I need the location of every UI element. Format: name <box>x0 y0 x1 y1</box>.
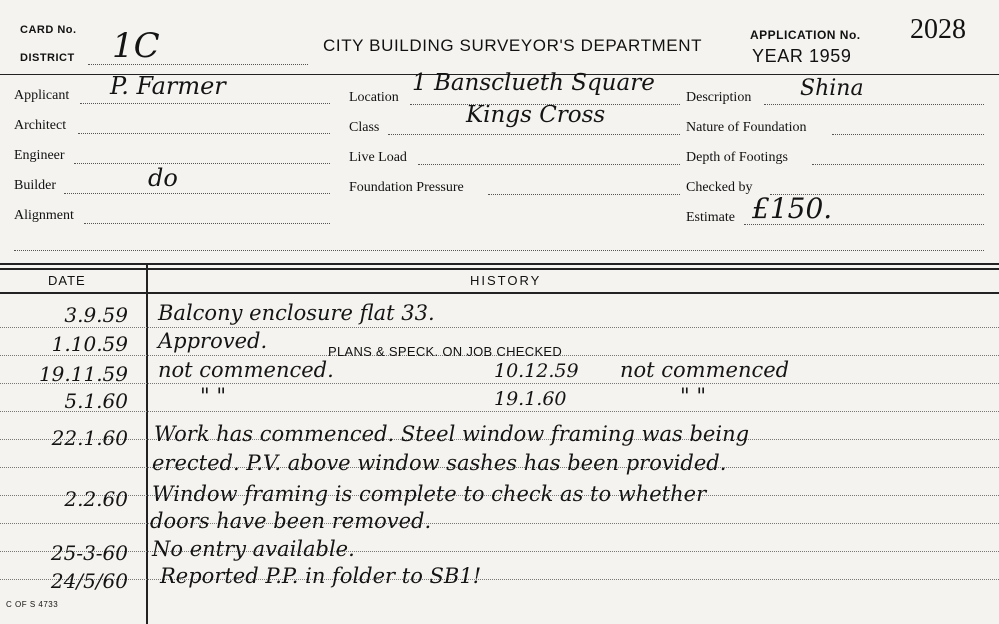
foundation-pressure-line <box>488 194 680 195</box>
alignment-line <box>84 223 330 224</box>
district-value: 1C <box>112 26 160 66</box>
checked-stamp: PLANS & SPECK. ON JOB CHECKED <box>328 344 563 359</box>
class-line <box>388 134 680 135</box>
location-label: Location <box>349 90 399 105</box>
year-label: YEAR 1959 <box>752 46 852 66</box>
date-column-rule <box>146 264 148 624</box>
architect-label: Architect <box>14 118 67 133</box>
history-entry: Reported P.P. in folder to SB1! <box>160 564 482 588</box>
class-label: Class <box>349 120 380 135</box>
history-top-rule-2 <box>0 268 999 270</box>
live-load-label: Live Load <box>349 150 407 165</box>
applicant-line <box>80 103 330 104</box>
department-title: CITY BUILDING SURVEYOR'S DEPARTMENT <box>323 36 703 55</box>
card-no-label: CARD No. <box>20 24 77 36</box>
history-ruling <box>0 327 999 328</box>
history-date: 25-3-60 <box>50 541 128 565</box>
history-date: 3.9.59 <box>64 303 128 327</box>
history-date: 1.10.59 <box>51 332 128 356</box>
history-date: 2.2.60 <box>64 487 128 511</box>
history-entry-secondary: " " <box>680 384 706 408</box>
application-no-label: APPLICATION No. <box>750 28 861 42</box>
estimate-label: Estimate <box>686 210 735 225</box>
district-label: DISTRICT <box>20 52 75 64</box>
history-entry: Balcony enclosure flat 33. <box>158 301 435 325</box>
history-entry: not commenced. <box>158 358 334 382</box>
history-ruling <box>0 411 999 412</box>
history-entry: Window framing is complete to check as to whether <box>152 482 707 506</box>
history-entry: Approved. <box>158 329 268 353</box>
engineer-line <box>74 163 330 164</box>
depth-of-footings-label: Depth of Footings <box>686 150 788 165</box>
history-entry: erected. P.V. above window sashes has been provided. <box>152 451 727 475</box>
history-date-secondary: 19.1.60 <box>494 388 567 410</box>
alignment-label: Alignment <box>14 208 74 223</box>
history-ruling <box>0 383 999 384</box>
application-number: 2028 <box>910 14 966 45</box>
history-header: HISTORY <box>470 273 542 288</box>
history-header-rule <box>0 292 999 294</box>
history-entry: No entry available. <box>152 537 355 561</box>
checked-by-label: Checked by <box>686 180 753 195</box>
history-top-rule <box>0 263 999 265</box>
depth-of-footings-line <box>812 164 984 165</box>
history-date: 22.1.60 <box>51 426 128 450</box>
builder-label: Builder <box>14 178 56 193</box>
history-date: 19.11.59 <box>38 362 128 386</box>
architect-line <box>78 133 330 134</box>
foundation-pressure-label: Foundation Pressure <box>349 180 464 195</box>
builder-value: do <box>148 164 178 192</box>
location-value: 1 Bansclueth Square <box>412 70 655 96</box>
class-value: Kings Cross <box>466 102 606 128</box>
estimate-value: £150. <box>752 192 833 225</box>
date-header: DATE <box>48 273 86 288</box>
nature-of-foundation-line <box>832 134 984 135</box>
history-date-secondary: 10.12.59 <box>494 360 579 382</box>
history-entry: doors have been removed. <box>150 509 432 533</box>
nature-of-foundation-label: Nature of Foundation <box>686 120 807 135</box>
applicant-value: P. Farmer <box>110 72 226 100</box>
history-entry: " " <box>200 384 226 408</box>
applicant-label: Applicant <box>14 88 70 103</box>
history-date: 24/5/60 <box>50 569 128 593</box>
engineer-label: Engineer <box>14 148 65 163</box>
description-value: Shina <box>800 76 864 101</box>
history-ruling <box>0 551 999 552</box>
history-ruling <box>0 579 999 580</box>
history-entry: Work has commenced. Steel window framing was being <box>154 422 750 446</box>
description-label: Description <box>686 90 752 105</box>
history-entry-secondary: not commenced <box>620 358 790 382</box>
spare-line <box>14 250 984 251</box>
builder-line <box>64 193 330 194</box>
form-code: C OF S 4733 <box>6 600 59 609</box>
live-load-line <box>418 164 680 165</box>
history-date: 5.1.60 <box>64 389 128 413</box>
description-line <box>764 104 984 105</box>
